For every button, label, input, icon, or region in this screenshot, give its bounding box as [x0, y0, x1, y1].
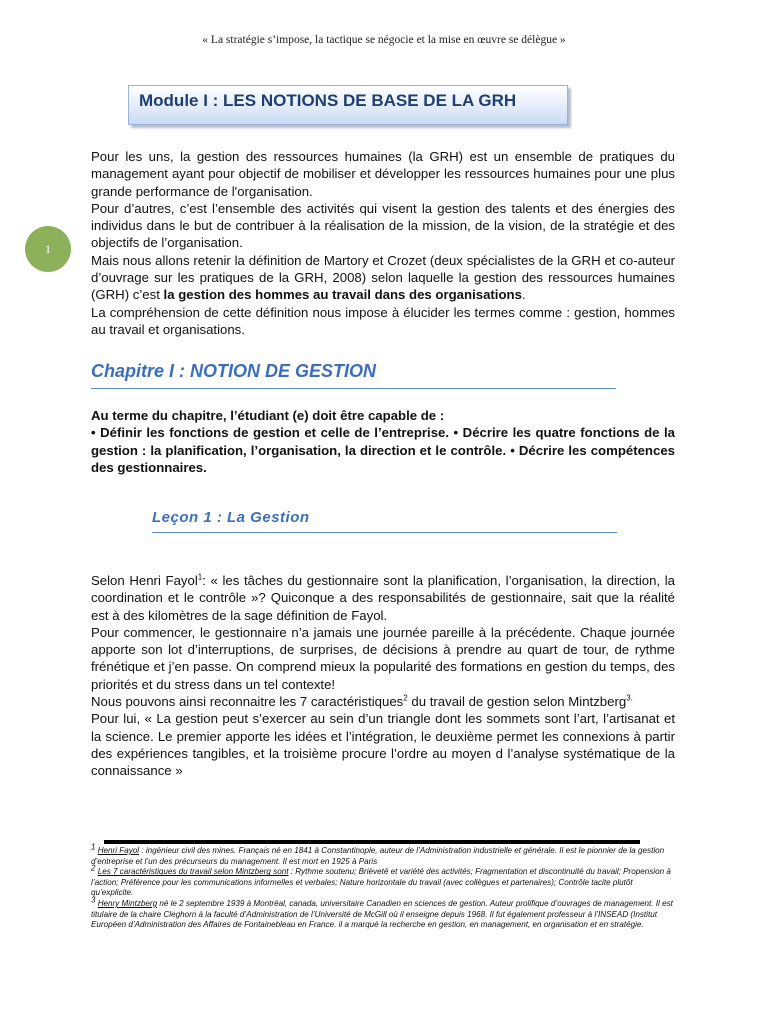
module-title-box [128, 85, 568, 125]
body-p1-text: : « les tâches du gestionnaire sont la planification, l’organisation, la direction, la coordination et le contrôle »? Quiconque a des responsabilités de gestionnaire, sait que la réalité est à des kilomètres de la sage définition de Fayol. [91, 573, 675, 623]
footnote-2 [91, 863, 675, 899]
body-p3-text: du travail de gestion selon Mintzberg [407, 694, 627, 710]
body-paragraph-3 [91, 693, 675, 710]
body-p3-lead: Nous pouvons ainsi reconnaitre les 7 caractéristiques [91, 694, 404, 710]
footnote-1 [91, 842, 675, 867]
body-p1-lead: Selon Henri Fayol [91, 573, 198, 588]
footnotes [91, 842, 675, 931]
footnote-link[interactable]: Henri Fayol [97, 846, 140, 855]
footnote-3 [91, 895, 675, 931]
intro-section [91, 148, 675, 338]
lesson-divider [152, 532, 617, 533]
footnote-link[interactable]: Les 7 caractéristiques du travail selon Mintzberg sont [97, 867, 289, 877]
intro-paragraph-4: La compréhension de cette définition nous impose à élucider les termes comme : gestion, hommes au travail et organisations. [91, 304, 675, 337]
footnote-text: né le 2 septembre 1939 à Montréal, canada, universitaire Canadien en sciences de gestion. Auteur prolifique d’ouvrages de management. Il est titulaire de la chaire Cleghorn à la faculté d’Administration de l’Université de McGill où il enseigne depuis 1968. Il fut également professeur à l’INSEAD (Institut Européen d’Administration des Affaires de Fontainebleau en France. il a marqué la recherche en gestion, en management, en organisation et en stratégie. [91, 898, 673, 930]
lesson-body [91, 572, 675, 780]
chapter-objectives [91, 407, 675, 476]
intro-paragraph-1: Pour les uns, la gestion des ressources humaines (la GRH) est un ensemble de pratiques du management ayant pour objectif de mobiliser et développer les ressources humaines pour une plus grande performance de l'organisation. [91, 149, 675, 199]
header-quote: « La stratégie s’impose, la tactique se négocie et la mise en œuvre se délègue » [202, 34, 566, 46]
page-number-badge: 1 [25, 226, 71, 272]
chapter-divider [91, 388, 616, 389]
objectives-list: • Définir les fonctions de gestion et celle de l’entreprise. • Décrire les quatre fonctions de la gestion : la planification, l’organisation, la direction et le contrôle. • Décrire les compétences des gestionnaires. [91, 425, 675, 475]
chapter-title: Chapitre I : NOTION DE GESTION [91, 361, 377, 381]
footnote-number: 1 [91, 842, 96, 852]
footnote-text: : Rythme soutenu; Brièveté et variété des activités; Fragmentation et discontinuité du travail; Propension à l’action; Préférence pour les communications informelles et verbales; Nature horizontale du travail (avec collègues et partenaires); Contrôle tacite plutôt qu’explicite. [91, 867, 671, 898]
intro-paragraph-2: Pour d’autres, c’est l’ensemble des activités qui visent la gestion des talents et des énergies des individus dans le but de contribuer à la réalisation de la mission, de la vision, de la stratégie et des objectifs de l’organisation. [91, 200, 675, 251]
footnote-ref-3[interactable]: 3. [626, 693, 633, 703]
intro-paragraph-3 [91, 252, 675, 304]
footnote-separator [104, 840, 640, 844]
body-paragraph-4: Pour lui, « La gestion peut s’exercer au sein d’un triangle dont les sommets sont l’art, l’artisanat et la science. Le premier apporte les idées et l’intégration, le deuxième permet les connexions à partir des expériences tangibles, et la troisième procure l’ordre au moyen d l’analyse systématique de la connaissance » [91, 711, 675, 779]
intro-p3-text: Mais nous allons retenir la définition de Martory et Crozet (deux spécialistes de la GRH et co-auteur d’ouvrage sur les pratiques de la GRH, 2008) selon laquelle la gestion des ressources humaines (GRH) c’est [91, 252, 675, 303]
body-paragraph-2: Pour commencer, le gestionnaire n’a jamais une journée pareille à la précédente. Chaque journée apporte son lot d’interruptions, de surprises, de décisions à prendre au quart de tour, de rythme frénétique et j’en passe. On comprend mieux la popularité des formations en gestion du temps, des priorités et du stress dans un tel contexte! [91, 624, 675, 692]
footnote-number: 2 [91, 863, 96, 873]
intro-p3-end: . [521, 287, 526, 303]
module-title: Module I : LES NOTIONS DE BASE DE LA GRH [139, 91, 517, 110]
lesson-title: Leçon 1 : La Gestion [152, 509, 310, 526]
intro-p3-bold: la gestion des hommes au travail dans des organisations [163, 287, 522, 303]
footnote-number: 3 [91, 895, 96, 905]
footnote-ref-2[interactable]: 2 [403, 693, 408, 703]
footnote-text: : ingénieur civil des mines. Français né en 1841 à Constantinople, auteur de l’Administration industrielle et générale. Il est le pionnier de la gestion d’entreprise et l’un des précurseurs du management. Il est mort en 1925 à Paris [91, 846, 665, 866]
objectives-heading: Au terme du chapitre, l’étudiant (e) doit être capable de : [91, 408, 445, 423]
footnote-link[interactable]: Henry Mintzberg [97, 898, 158, 908]
body-paragraph-1 [91, 572, 675, 624]
footnote-ref-1[interactable]: 1 [197, 572, 203, 582]
